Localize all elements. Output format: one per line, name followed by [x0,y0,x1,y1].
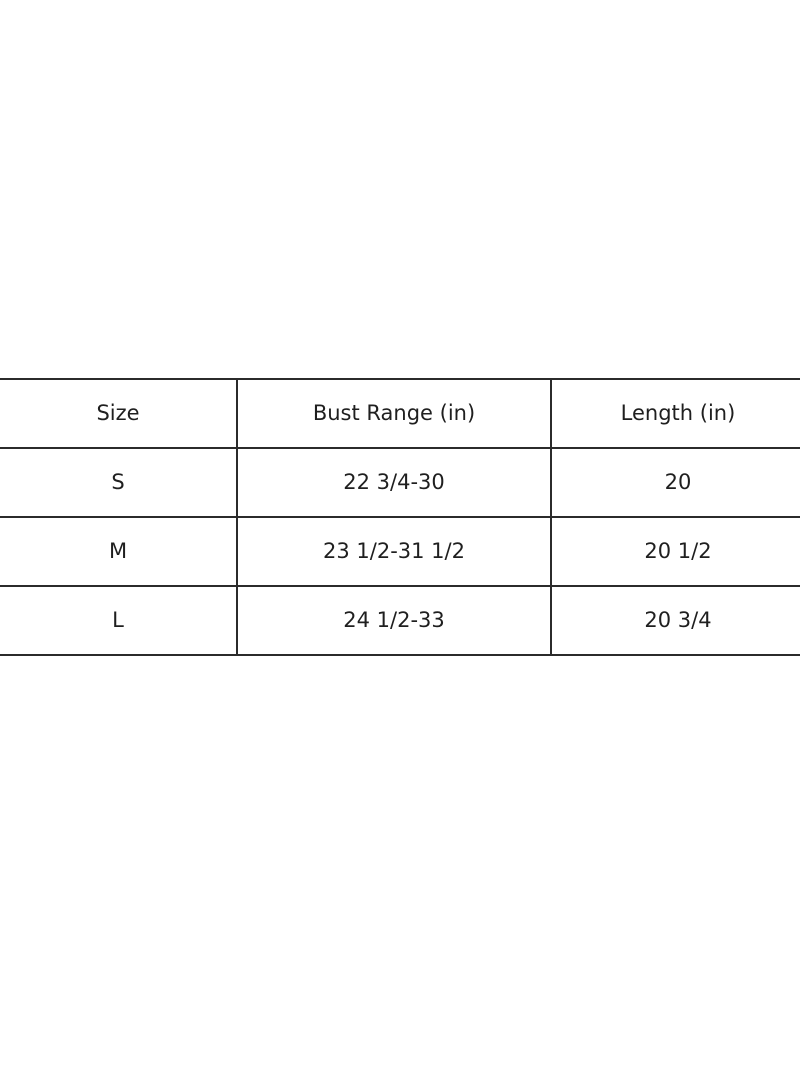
cell-size: S [0,448,237,517]
table-header [0,379,800,448]
column-header-size: Size [0,379,237,448]
size-chart-table [0,378,800,656]
table-row [0,517,800,586]
size-chart-container [0,378,800,656]
table-row [0,448,800,517]
cell-length: 20 [551,448,800,517]
cell-size: L [0,586,237,655]
column-header-bust-range: Bust Range (in) [237,379,551,448]
cell-bust-range: 23 1/2-31 1/2 [237,517,551,586]
column-header-length: Length (in) [551,379,800,448]
cell-bust-range: 22 3/4-30 [237,448,551,517]
table-body [0,448,800,655]
cell-length: 20 3/4 [551,586,800,655]
cell-bust-range: 24 1/2-33 [237,586,551,655]
table-header-row [0,379,800,448]
cell-length: 20 1/2 [551,517,800,586]
cell-size: M [0,517,237,586]
table-row [0,586,800,655]
